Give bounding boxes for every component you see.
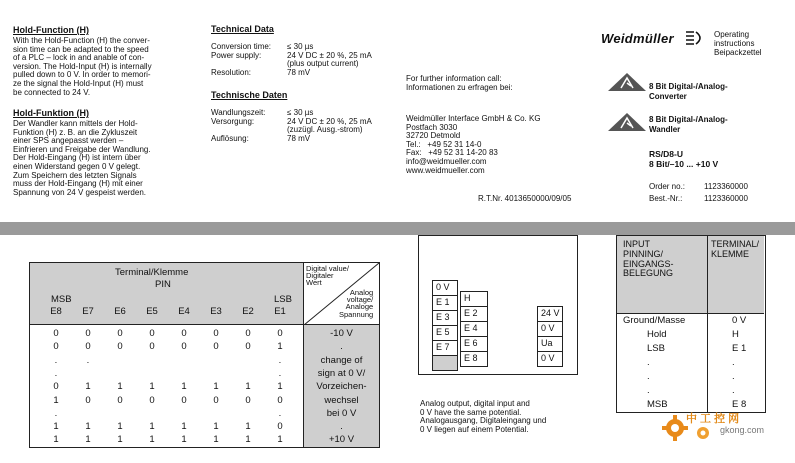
bit-cell: 1 [181, 434, 187, 446]
truth-table [29, 262, 380, 448]
product-title-de: 8 Bit Digital-/Analog- Wandler [649, 115, 728, 134]
bit-cell: 0 [277, 394, 283, 406]
bit-cell: 0 [277, 421, 283, 433]
bit-cell: 1 [277, 341, 283, 353]
analog-value: change of [320, 354, 363, 366]
lsb-label: LSB [274, 294, 292, 305]
bit-cell-dot: . [278, 367, 282, 379]
weidmueller-logo-icon [684, 30, 706, 46]
bit-cell: 1 [181, 381, 187, 393]
bit-cell: 0 [245, 394, 251, 406]
hold-en-body: With the Hold-Function (H) the conver- sion time can be adapted to the speed of a PLC – lock in and anable of con- version. The Hold-Input (H) is internally pulled down to 0 V. In order to memori- ze the signal the Hold-Input (H) must be connected to 24 V. [13, 36, 152, 97]
pinning-left-item: LSB [647, 343, 665, 354]
bit-cell: 0 [85, 341, 91, 353]
terminal-box: E 7 [432, 340, 458, 356]
bit-cell: 1 [181, 421, 187, 433]
pinning-right-item: E 8 [732, 399, 747, 410]
pin-header: E8 [50, 306, 62, 317]
terminal-box: E 8 [460, 351, 488, 367]
bit-cell: . [54, 407, 58, 419]
tech-en-heading: Technical Data [211, 24, 274, 34]
bit-cell: 1 [85, 434, 91, 446]
terminal-box: E 6 [460, 336, 488, 352]
gear-icon [660, 413, 690, 443]
bit-cell: . [86, 354, 90, 366]
terminal-box: E 4 [460, 321, 488, 337]
bit-cell: . [54, 354, 58, 366]
pin-header: E1 [274, 306, 286, 317]
bit-cell: 0 [245, 328, 251, 339]
doc-type: Operating instructions Beipackzettel [714, 30, 762, 57]
watermark-url: gkong.com [720, 425, 765, 435]
contact-address: Weidmüller Interface GmbH & Co. KG Postfach 3030 32720 Detmold Tel.: +49 52 31 14-0 Fax: +49 52 31 14-20 83 info@weidmueller.com www.weidmueller.com [406, 114, 541, 175]
analog-value: bei 0 V [326, 407, 357, 419]
best-nr-label: Best.-Nr.: [649, 194, 683, 203]
pin-header: E2 [242, 306, 254, 317]
pin-header: E4 [178, 306, 190, 317]
bit-cell: 1 [117, 434, 123, 446]
terminal-box: 0 V [537, 321, 563, 337]
terminal-box: E 1 [432, 295, 458, 311]
tech-de-values: ≤ 30 µs 24 V DC ± 20 %, 25 mA (zuzügl. Ausg.-strom) 78 mV [287, 108, 372, 143]
pinning-right-item: . [732, 357, 735, 368]
analog-value: . [340, 341, 343, 353]
bit-cell: 0 [85, 328, 91, 339]
bit-cell: 0 [53, 381, 59, 393]
terminal-box: 0 V [537, 351, 563, 367]
bit-cell: 1 [53, 434, 59, 446]
bit-cell: 1 [277, 381, 283, 393]
analog-value: +10 V [328, 434, 355, 446]
digital-column-border [30, 263, 304, 447]
bit-cell: 1 [53, 421, 59, 433]
pinning-left-item: . [647, 385, 650, 396]
terminal-box: Ua [537, 336, 563, 352]
rt-number: R.T.Nr. 4013650000/09/05 [478, 194, 572, 203]
tech-de-heading: Technische Daten [211, 90, 288, 100]
weidmueller-logo-text: Weidmüller [601, 31, 674, 46]
pin-header: E6 [114, 306, 126, 317]
bit-cell: 0 [277, 328, 283, 339]
pinning-right-item: . [732, 385, 735, 396]
terminal-box: H [460, 291, 488, 307]
bit-cell: 1 [245, 421, 251, 433]
best-nr-value: 1123360000 [704, 194, 748, 203]
pinning-left-item: . [647, 357, 650, 368]
bit-cell: 0 [85, 394, 91, 406]
bit-cell: 0 [245, 341, 251, 353]
pinning-left-item: . [647, 371, 650, 382]
bit-cell-dot: . [278, 354, 282, 366]
model-designation: RS/D8-U 8 Bit/–10 ... +10 V [649, 149, 719, 169]
bit-cell: 0 [149, 341, 155, 353]
contact-intro: For further information call: Informationen zu erfragen bei: [406, 74, 513, 92]
bit-cell: 1 [85, 381, 91, 393]
bit-cell: 1 [213, 381, 219, 393]
hold-en-heading: Hold-Function (H) [13, 25, 89, 35]
bit-cell: 1 [245, 381, 251, 393]
pin-header: E7 [82, 306, 94, 317]
bit-cell: 1 [277, 434, 283, 446]
bit-cell: 1 [213, 434, 219, 446]
potential-note: Analog output, digital input and 0 V have the same potential. Analogausgang, Digitaleingang und 0 V liegen auf einem Potential. [420, 399, 547, 434]
terminal-box: 0 V [432, 280, 458, 296]
pin-header: E5 [146, 306, 158, 317]
pinning-right-item: . [732, 371, 735, 382]
bit-cell: 1 [149, 381, 155, 393]
analog-value: . [340, 421, 343, 433]
bit-cell: 0 [53, 328, 59, 339]
bit-cell: 0 [117, 341, 123, 353]
bit-cell: . [54, 367, 58, 379]
hold-de-heading: Hold-Funktion (H) [13, 108, 89, 118]
order-no-value: 1123360000 [704, 182, 748, 191]
bit-cell: 1 [149, 434, 155, 446]
bit-cell: 1 [117, 421, 123, 433]
pinning-divider [707, 236, 708, 412]
watermark-logo-text: 中 工 控 网 [686, 413, 740, 425]
msb-label: MSB [51, 294, 72, 305]
bit-cell: 1 [245, 434, 251, 446]
product-title-en: 8 Bit Digital-/Analog- Converter [649, 82, 728, 101]
instruction-sheet-bottom [0, 235, 795, 463]
bit-cell: 0 [117, 394, 123, 406]
bit-cell: 1 [149, 421, 155, 433]
terminal-box: E 2 [460, 306, 488, 322]
terminal-box: 24 V [537, 306, 563, 322]
pinning-header-left: INPUT PINNING/ EINGANGS- BELEGUNG [623, 239, 674, 279]
bit-cell: 0 [181, 328, 187, 339]
tech-de-labels: Wandlungszeit: Versorgung: Auflösung: [211, 108, 266, 143]
pinning-left-item: Hold [647, 329, 667, 340]
instruction-sheet-top [0, 0, 795, 222]
bit-cell: 0 [53, 341, 59, 353]
tech-en-values: ≤ 30 µs 24 V DC ± 20 %, 25 mA (plus output current) 78 mV [287, 42, 372, 77]
pin-header: E3 [210, 306, 222, 317]
analog-value: wechsel [324, 394, 359, 406]
diag-bottom-label: Analog voltage/ Analoge Spannung [339, 288, 374, 319]
terminal-box: E 3 [432, 310, 458, 326]
esd-warning-icon [607, 72, 647, 92]
bit-cell: 1 [117, 381, 123, 393]
tech-en-labels: Conversion time: Power supply: Resolution: [211, 42, 272, 77]
bit-cell: 0 [213, 341, 219, 353]
bit-cell: 0 [117, 328, 123, 339]
pinning-right-item: E 1 [732, 343, 747, 354]
header-terminal: Terminal/Klemme [115, 267, 189, 278]
order-no-label: Order no.: [649, 182, 686, 191]
terminal-box: E 5 [432, 325, 458, 341]
pinning-table [616, 235, 766, 413]
terminal-box [432, 355, 458, 371]
bit-cell: 0 [149, 394, 155, 406]
pinning-left-item: Ground/Masse [623, 315, 686, 326]
header-pin: PIN [155, 279, 171, 290]
bit-cell: 1 [53, 394, 59, 406]
hold-de-body: Der Wandler kann mittels der Hold- Funktion (H) z. B. an die Zykluszeit einer SPS angepasst werden – Einfrieren und Freigabe der Wandlung. Der Hold-Eingang (H) ist intern über einen Widerstand gegen 0 V gelegt. Zum Speichern des letzten Signals muss der Hold-Eingang (H) mit einer Spannung von 24 V gespeist werden. [13, 119, 151, 197]
pinning-header-right: TERMINAL/ KLEMME [711, 239, 760, 259]
gear-icon-small [693, 423, 713, 443]
pinning-right-item: 0 V [732, 315, 747, 326]
analog-value: Vorzeichen- [316, 381, 367, 393]
bit-cell: 1 [85, 421, 91, 433]
pinning-left-item: MSB [647, 399, 668, 410]
bit-cell: 0 [213, 328, 219, 339]
bit-cell: 1 [213, 421, 219, 433]
pinning-right-item: H [732, 329, 739, 340]
analog-value: sign at 0 V/ [317, 367, 366, 379]
bit-cell: 0 [181, 341, 187, 353]
bit-cell: 0 [181, 394, 187, 406]
diag-top-label: Digital value/ Digitaler Wert [306, 264, 349, 288]
bit-cell-dot: . [278, 407, 282, 419]
esd-warning-icon-2 [607, 112, 647, 132]
bit-cell: 0 [213, 394, 219, 406]
analog-value: -10 V [330, 328, 353, 339]
bit-cell: 0 [149, 328, 155, 339]
